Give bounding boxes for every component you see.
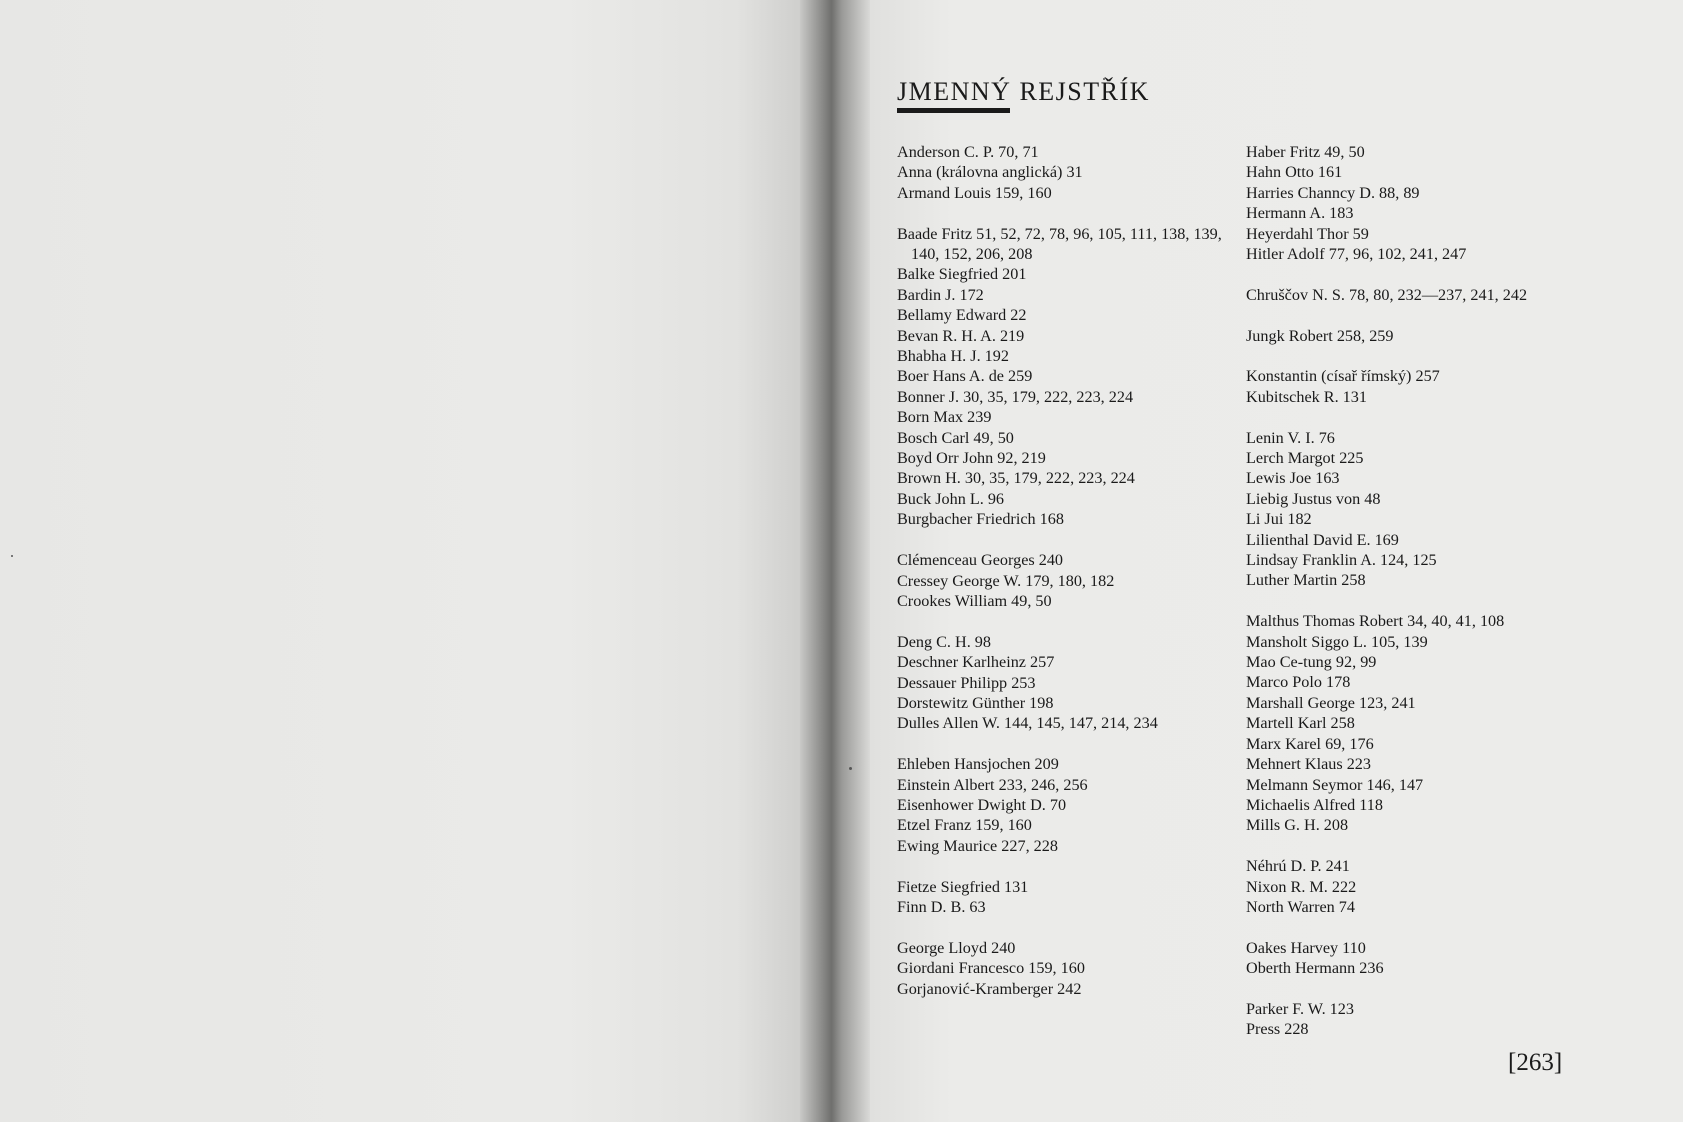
index-letter-group [1246, 142, 1586, 264]
index-entry: Li Jui 182 [1246, 510, 1312, 529]
index-entry: Bonner J. 30, 35, 179, 222, 223, 224 [897, 387, 1134, 406]
index-entry: Press 228 [1246, 1020, 1309, 1039]
index-entry: Gorjanović-Kramberger 242 [897, 979, 1082, 998]
index-entry: Bellamy Edward 22 [897, 306, 1027, 325]
index-letter-group [897, 938, 1237, 999]
index-entry: Marx Karel 69, 176 [1246, 734, 1374, 753]
index-letter-group [897, 142, 1237, 203]
index-entry: Parker F. W. 123 [1246, 999, 1354, 1018]
index-entry: Hitler Adolf 77, 96, 102, 241, 247 [1246, 245, 1467, 264]
index-entry: Lewis Joe 163 [1246, 469, 1340, 488]
index-entry: Heyerdahl Thor 59 [1246, 224, 1369, 243]
index-entry: Dulles Allen W. 144, 145, 147, 214, 234 [897, 714, 1158, 733]
index-letter-group [1246, 611, 1586, 835]
index-entry: Martell Karl 258 [1246, 714, 1355, 733]
index-entry: Oberth Hermann 236 [1246, 959, 1384, 978]
index-column-left [897, 142, 1237, 1019]
left-page-blank [0, 0, 800, 1122]
index-entry: Hermann A. 183 [1246, 204, 1354, 223]
index-entry: Harries Channcy D. 88, 89 [1246, 183, 1420, 202]
index-entry: Bevan R. H. A. 219 [897, 326, 1025, 345]
index-entry: Mills G. H. 208 [1246, 816, 1349, 835]
index-entry: Born Max 239 [897, 408, 992, 427]
index-entry: Finn D. B. 63 [897, 897, 986, 916]
index-letter-group [897, 877, 1237, 918]
index-letter-group [1246, 366, 1586, 407]
index-entry: Jungk Robert 258, 259 [1246, 326, 1394, 345]
index-entry: George Lloyd 240 [897, 938, 1016, 957]
index-entry: Konstantin (císař římský) 257 [1246, 367, 1440, 386]
index-entry: Lilienthal David E. 169 [1246, 530, 1399, 549]
index-letter-group [897, 224, 1237, 530]
index-entry: Giordani Francesco 159, 160 [897, 959, 1085, 978]
index-letter-group [1246, 326, 1586, 346]
paper-speck [849, 767, 852, 770]
index-entry: Lerch Margot 225 [1246, 449, 1364, 468]
index-letter-group [897, 754, 1237, 856]
index-entry: Mehnert Klaus 223 [1246, 755, 1371, 774]
index-entry: Mao Ce-tung 92, 99 [1246, 653, 1377, 672]
index-column-right [1246, 142, 1586, 1060]
index-entry: Ewing Maurice 227, 228 [897, 836, 1058, 855]
index-entry: Ehleben Hansjochen 209 [897, 755, 1059, 774]
index-entry: Dorstewitz Günther 198 [897, 693, 1054, 712]
index-entry: Anderson C. P. 70, 71 [897, 143, 1039, 161]
index-entry: Fietze Siegfried 131 [897, 877, 1029, 896]
index-entry: Etzel Franz 159, 160 [897, 816, 1032, 835]
index-entry: Chruščov N. S. 78, 80, 232—237, 241, 242 [1246, 285, 1528, 304]
page-number: [263] [1508, 1049, 1563, 1076]
index-entry: Anna (královna anglická) 31 [897, 163, 1083, 182]
index-entry: Néhrú D. P. 241 [1246, 857, 1350, 876]
index-letter-group [1246, 938, 1586, 979]
index-entry: Haber Fritz 49, 50 [1246, 143, 1365, 161]
index-entry: Oakes Harvey 110 [1246, 938, 1366, 957]
index-title: JMENNÝ REJSTŘÍK [897, 77, 1150, 106]
index-entry: Bosch Carl 49, 50 [897, 428, 1014, 447]
index-letter-group [1246, 856, 1586, 917]
index-entry: Armand Louis 159, 160 [897, 183, 1052, 202]
index-entry: Kubitschek R. 131 [1246, 387, 1367, 406]
index-entry: Clémenceau Georges 240 [897, 551, 1064, 570]
index-entry: Lindsay Franklin A. 124, 125 [1246, 551, 1437, 570]
index-entry: Michaelis Alfred 118 [1246, 795, 1383, 814]
index-entry: Cressey George W. 179, 180, 182 [897, 571, 1115, 590]
index-entry: Buck John L. 96 [897, 489, 1005, 508]
index-entry: Brown H. 30, 35, 179, 222, 223, 224 [897, 469, 1135, 488]
index-entry: Dessauer Philipp 253 [897, 673, 1036, 692]
index-letter-group [897, 632, 1237, 734]
index-letter-group [1246, 999, 1586, 1040]
index-entry: Bhabha H. J. 192 [897, 347, 1009, 366]
index-letter-group [897, 550, 1237, 611]
index-entry: Melmann Seymor 146, 147 [1246, 775, 1424, 794]
index-entry: Lenin V. I. 76 [1246, 428, 1335, 447]
index-entry: North Warren 74 [1246, 897, 1355, 916]
index-entry: Boyd Orr John 92, 219 [897, 449, 1046, 468]
title-underline [897, 108, 1010, 113]
index-entry: Boer Hans A. de 259 [897, 367, 1033, 386]
index-entry: Eisenhower Dwight D. 70 [897, 795, 1067, 814]
index-entry: Malthus Thomas Robert 34, 40, 41, 108 [1246, 612, 1505, 631]
index-entry: Marshall George 123, 241 [1246, 693, 1416, 712]
index-entry: Crookes William 49, 50 [897, 591, 1052, 610]
index-letter-group [1246, 285, 1586, 305]
index-entry: Baade Fritz 51, 52, 72, 78, 96, 105, 111, 138, 139, 140, 152, 206, 208 [897, 224, 1222, 264]
index-entry: Bardin J. 172 [897, 285, 984, 304]
index-entry: Liebig Justus von 48 [1246, 489, 1381, 508]
index-entry: Nixon R. M. 222 [1246, 877, 1357, 896]
index-entry: Hahn Otto 161 [1246, 163, 1343, 182]
index-letter-group [1246, 428, 1586, 591]
book-gutter [800, 0, 870, 1122]
index-entry: Einstein Albert 233, 246, 256 [897, 775, 1088, 794]
index-entry: Luther Martin 258 [1246, 571, 1366, 590]
index-entry: Balke Siegfried 201 [897, 265, 1027, 284]
index-entry: Burgbacher Friedrich 168 [897, 510, 1064, 529]
index-entry: Mansholt Siggo L. 105, 139 [1246, 632, 1428, 651]
index-entry: Deng C. H. 98 [897, 632, 991, 651]
index-entry: Marco Polo 178 [1246, 673, 1351, 692]
index-entry: Deschner Karlheinz 257 [897, 653, 1055, 672]
paper-speck [11, 555, 13, 557]
